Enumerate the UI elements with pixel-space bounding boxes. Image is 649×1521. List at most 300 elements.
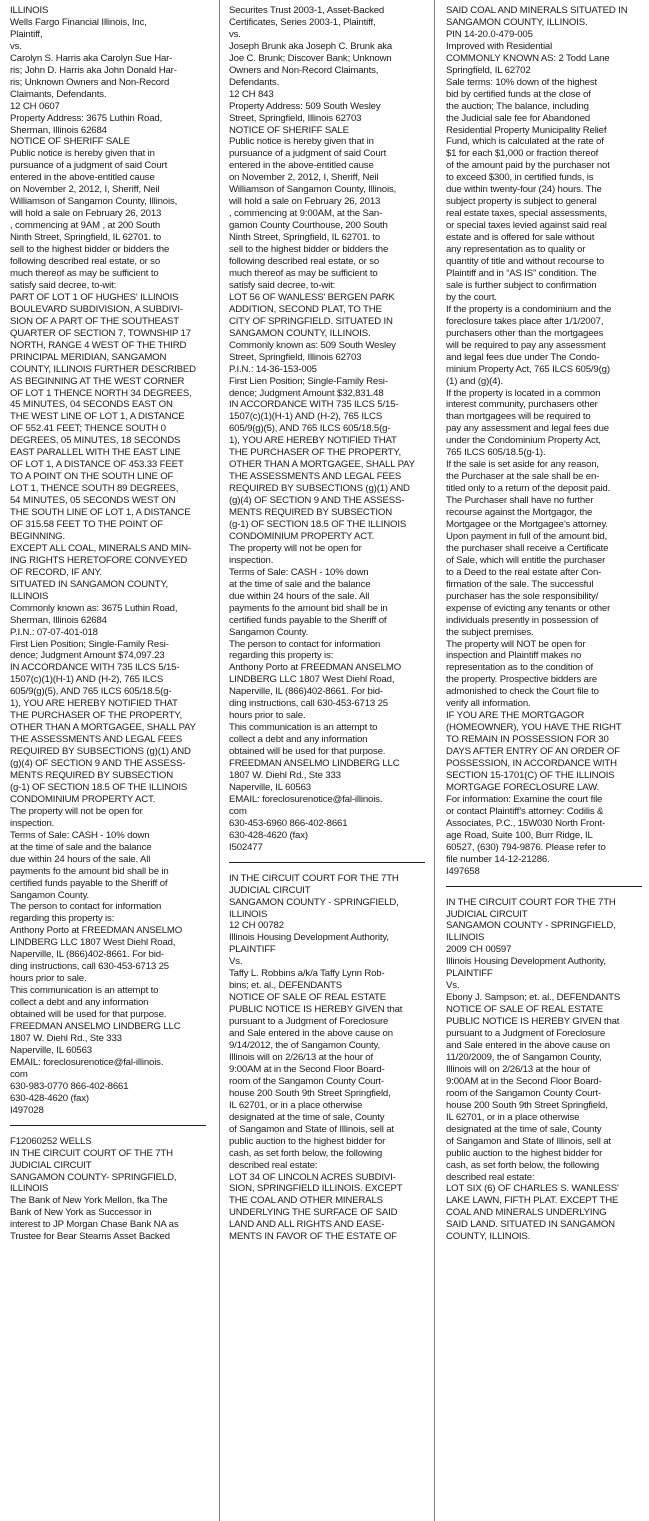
- notice-text-line: Sangamon County.: [229, 626, 309, 638]
- notice-text-line: , commencing at 9:00AM, at the San-: [229, 208, 383, 220]
- notice-text-line: 605/9(g)(5), AND 765 ILCS 605/18.5(g-: [229, 423, 391, 435]
- notice-text-line: Defendants.: [229, 76, 280, 88]
- notice-text-line: 12 CH 843: [229, 88, 274, 100]
- notice-text-line: room of the Sangamon County Court-: [446, 1087, 601, 1099]
- notice-text-line: IN THE CIRCUIT COURT FOR THE 7TH: [229, 872, 399, 884]
- notice-text-line: P.I.N.: 07-07-401-018: [10, 626, 98, 638]
- notice-text-line: OTHER THAN A MORTGAGEE, SHALL PAY: [10, 722, 196, 734]
- notice-text-line: 9:00AM at in the Second Floor Board-: [446, 1075, 602, 1087]
- notice-text-line: LINDBERG LLC 1807 West Diehl Road,: [10, 937, 176, 949]
- notice-text-line: OF LOT 1, A DISTANCE OF 453.33 FEET: [10, 459, 184, 471]
- notice-text-line: IL 62701, or in a place otherwise: [446, 1111, 580, 1123]
- notice-text-line: THE ASSESSMENTS AND LEGAL FEES: [229, 471, 402, 483]
- notice-text-line: LOT 56 OF WANLESS' BERGEN PARK: [229, 291, 395, 303]
- notice-text-line: sell to the highest bidder or bidders the: [229, 244, 389, 256]
- notice-text-line: file number 14-12-21286.: [446, 853, 550, 865]
- notice-text-line: Residential Property Municipality Relief: [446, 124, 607, 136]
- notice-text-line: any representation as to quality or: [446, 244, 586, 256]
- notice-text-line: hours prior to sale.: [10, 973, 87, 985]
- notice-text-line: admonished to check the Court file to: [446, 686, 599, 698]
- notice-text-line: (g-1) OF SECTION 18.5 OF THE ILLINOIS: [10, 781, 188, 793]
- notice-text-line: Illinois will on 2/26/13 at the hour of: [446, 1063, 591, 1075]
- notice-text-line: Certificates, Series 2003-1, Plaintiff,: [229, 16, 376, 28]
- notice-text-line: (1) and (g)(4).: [446, 375, 503, 387]
- notice-text-line: EMAIL: foreclosurenotice@fal-illinois.: [10, 1056, 164, 1068]
- notice-text-line: the Judicial sale fee for Abandoned: [446, 112, 591, 124]
- notice-text-line: individuals presently in possession of: [446, 614, 599, 626]
- notice-text-line: Terms of Sale: CASH - 10% down: [10, 829, 150, 841]
- notice-text-line: estate and is offered for sale without: [446, 232, 595, 244]
- notice-text-line: collect a debt and any information: [10, 997, 149, 1009]
- notice-text-line: 9/14/2012, the of Sangamon County,: [229, 1040, 380, 1052]
- notice-text-line: THE SOUTH LINE OF LOT 1, A DISTANCE: [10, 507, 191, 519]
- notice-text-line: pursuance of a judgment of said Court: [229, 148, 387, 160]
- notice-text-line: SION OF A PART OF THE SOUTHEAST: [10, 315, 179, 327]
- notice-text-line: Williamson of Sangamon County, Illinois,: [229, 184, 397, 196]
- notice-text-line: Sherman, Illinois 62684: [10, 124, 107, 136]
- notice-text-line: SECTION 15-1701(C) OF THE ILLINOIS: [446, 770, 615, 781]
- notice-text-line: of Sangamon and State of Illinois, sell at: [229, 1123, 394, 1135]
- notice-text-line: PIN 14-20.0-479-005: [446, 28, 533, 40]
- notice-text-line: Springfield, IL 62702: [446, 64, 531, 76]
- notice-text-line: JUDICIAL CIRCUIT: [446, 908, 528, 920]
- notice-text-line: Illinois will on 2/26/13 at the hour of: [229, 1051, 374, 1063]
- notice-text-line: THE WEST LINE OF LOT 1, A DISTANCE: [10, 411, 185, 423]
- notice-text-line: 2009 CH 00597: [446, 944, 512, 956]
- notice-text-line: 630-428-4620 (fax): [10, 1092, 89, 1104]
- notice-text-line: I497028: [10, 1104, 44, 1116]
- notice-text-line: 765 ILCS 605/18.5(g-1).: [446, 447, 546, 459]
- notice-text-line: due within 24 hours of the sale. All: [229, 590, 370, 602]
- notice-text-line: NOTICE OF SHERIFF SALE: [10, 136, 130, 148]
- notice-text-line: bins; et. al., DEFENDANTS: [229, 980, 343, 992]
- notice-text-line: will hold a sale on February 26, 2013: [229, 196, 381, 208]
- notice-text-line: JUDICIAL CIRCUIT: [10, 1159, 92, 1171]
- notice-text-line: to a Deed to the real estate after Con-: [446, 566, 602, 578]
- notice-text-line: NOTICE OF SALE OF REAL ESTATE: [446, 1004, 603, 1016]
- notice-text-line: and Sale entered in the above cause on: [229, 1028, 393, 1040]
- notice-text-line: SANGAMON COUNTY - SPRINGFIELD,: [446, 920, 616, 932]
- notice-text-line: Sangamon County.: [10, 889, 90, 901]
- notice-text-line: the subject premises.: [446, 626, 534, 638]
- notice-text-line: First Lien Position; Single-Family Resi-: [229, 375, 388, 387]
- notice-text-line: payments fo the amount bid shall be in: [10, 865, 169, 877]
- notice-text-line: SAID COAL AND MINERALS SITUATED IN: [446, 5, 628, 16]
- notice-text-line: recourse against the Mortgagor, the: [446, 507, 593, 519]
- notice-text-line: ILLINOIS: [446, 932, 485, 944]
- notice-text-line: Ninth Street, Springfield, IL 62701. to: [229, 232, 381, 244]
- notice-text-line: Sherman, Illinois 62684: [10, 614, 107, 626]
- notice-text-line: com: [229, 805, 247, 817]
- notice-text-line: foreclosure takes place after 1/1/2007,: [446, 315, 604, 327]
- notice-text-line: Joe C. Brunk; Discover Bank; Unknown: [229, 52, 392, 64]
- notice-text-line: Carolyn S. Harris aka Carolyn Sue Har-: [10, 52, 173, 64]
- notice-text-line: (g)(4) OF SECTION 9 AND THE ASSESS-: [10, 758, 186, 770]
- notice-text-line: SANGAMON COUNTY, ILLINOIS.: [229, 327, 371, 339]
- notice-text-line: QUARTER OF SECTION 7, TOWNSHIP 17: [10, 327, 191, 339]
- notice-text-line: Securites Trust 2003-1, Asset-Backed: [229, 5, 385, 16]
- notice-text-line: The property will NOT be open for: [446, 638, 586, 650]
- notice-separator-rule: [229, 862, 425, 863]
- notice-text-line: COUNTY, ILLINOIS FURTHER DESCRIBED: [10, 363, 196, 375]
- notice-text-line: certified funds payable to the Sheriff of: [229, 614, 387, 626]
- notice-text-line: LINDBERG LLC 1807 West Diehl Road,: [229, 674, 395, 686]
- notice-text-line: 1507(c)(1)(H-1) AND (H-2), 765 ILCS: [10, 674, 164, 686]
- notice-text-line: at the time of sale and the balance: [229, 578, 371, 590]
- notice-text-line: LOT 1, THENCE SOUTH 89 DEGREES,: [10, 483, 179, 495]
- notice-text-line: payments fo the amount bid shall be in: [229, 602, 388, 614]
- notice-text-line: the Purchaser at the sale shall be en-: [446, 471, 600, 483]
- notice-text-line: or special taxes levied against said real: [446, 220, 607, 232]
- notice-text-line: POSSESSION, IN ACCORDANCE WITH: [446, 758, 617, 770]
- notice-text-line: 605/9(g)(5), AND 765 ILCS 605/18.5(g-: [10, 686, 172, 698]
- notice-text-line: NOTICE OF SHERIFF SALE: [229, 124, 349, 136]
- legal-notice: [446, 5, 649, 878]
- notice-text-line: DEGREES, 05 MINUTES, 18 SECONDS: [10, 435, 181, 447]
- notice-text-line: 1), YOU ARE HEREBY NOTIFIED THAT: [10, 698, 178, 710]
- notice-text-line: THE COAL AND OTHER MINERALS: [229, 1195, 383, 1207]
- notice-text-line: Commonly known as: 3675 Luthin Road,: [10, 602, 178, 614]
- notice-text-line: 630-453-6960 866-402-8661: [229, 817, 348, 829]
- notice-text-line: vs.: [229, 28, 241, 40]
- notice-text-line: SAID LAND. SITUATED IN SANGAMON: [446, 1219, 615, 1231]
- notice-text-line: SION, SPRINGFIELD ILLINOIS. EXCEPT: [229, 1183, 403, 1195]
- notice-text-line: Anthony Porto at FREEDMAN ANSELMO: [10, 925, 183, 937]
- notice-text-line: FREEDMAN ANSELMO LINDBERG LLC: [10, 1021, 181, 1033]
- notice-text-line: FREEDMAN ANSELMO LINDBERG LLC: [229, 758, 400, 770]
- notice-text-line: CONDOMINIUM PROPERTY ACT.: [229, 530, 375, 542]
- notice-text-line: verify all information.: [446, 698, 531, 710]
- notice-text-line: on November 2, 2012, I, Sheriff, Neil: [229, 172, 379, 184]
- notice-text-line: of the amount paid by the purchaser not: [446, 160, 610, 172]
- notice-text-line: Anthony Porto at FREEDMAN ANSELMO: [229, 662, 402, 674]
- notice-text-line: following described real estate, or so: [10, 256, 161, 268]
- notice-text-line: ding instructions, call 630-453-6713 25: [229, 698, 388, 710]
- notice-text-line: Naperville, IL (866)402-8661. For bid-: [10, 949, 164, 961]
- notice-text-line: obtained will be used for that purpose.: [10, 1009, 167, 1021]
- notice-text-line: NORTH, RANGE 4 WEST OF THE THIRD: [10, 339, 187, 351]
- notice-text-line: Street, Springfield, Illinois 62703: [229, 112, 362, 124]
- notice-text-line: OTHER THAN A MORTGAGEE, SHALL PAY: [229, 459, 415, 471]
- notice-text-line: and Sale entered in the above cause on: [446, 1040, 610, 1052]
- notice-text-line: I502477: [229, 841, 263, 853]
- notice-text-line: subject property is subject to general: [446, 196, 597, 208]
- notice-text-line: dence; Judgment Amount $74,097.23: [10, 650, 165, 662]
- notice-text-line: The property will not be open for: [10, 805, 143, 817]
- notice-text-line: LOT 34 OF LINCOLN ACRES SUBDIVI-: [229, 1171, 396, 1183]
- notice-text-line: representation as to the condition of: [446, 662, 593, 674]
- notice-text-line: public auction to the highest bidder for: [446, 1147, 603, 1159]
- notice-text-line: The person to contact for information: [229, 638, 381, 650]
- notice-text-line: cash, as set forth below, the following: [446, 1159, 600, 1171]
- notice-text-line: Joseph Brunk aka Joseph C. Brunk aka: [229, 40, 393, 52]
- notice-text-line: OF RECORD, IF ANY.: [10, 566, 103, 578]
- notice-text-line: TO A POINT ON THE SOUTH LINE OF: [10, 471, 174, 483]
- notice-text-line: the auction; The balance, including: [446, 100, 589, 112]
- notice-text-line: sell to the highest bidder or bidders the: [10, 244, 170, 256]
- notice-text-line: $1 for each $1,000 or fraction thereof: [446, 148, 599, 160]
- notice-text-line: Street, Springfield, Illinois 62703: [229, 351, 362, 363]
- notice-text-line: Associates, P.C., 15W030 North Front-: [446, 817, 606, 829]
- notice-text-line: IL 62701, or in a place otherwise: [229, 1099, 363, 1111]
- notice-text-line: interest to JP Morgan Chase Bank NA as: [10, 1219, 179, 1231]
- notice-text-line: regarding this property is:: [10, 913, 115, 925]
- notice-text-line: PLAINTIFF: [229, 944, 276, 956]
- legal-notice: [10, 1136, 216, 1244]
- notice-text-line: (HOMEOWNER), YOU HAVE THE RIGHT: [446, 722, 622, 734]
- notice-text-line: ING RIGHTS HERETOFORE CONVEYED: [10, 554, 188, 566]
- notice-text-line: P.I.N.: 14-36-153-005: [229, 363, 317, 375]
- notice-text-line: of Sale, which will entitle the purchaser: [446, 554, 606, 566]
- notice-text-line: designated at the time of sale, County: [229, 1111, 385, 1123]
- notice-text-line: For information: Examine the court file: [446, 793, 603, 805]
- notice-text-line: on November 2, 2012, I, Sheriff, Neil: [10, 184, 160, 196]
- notice-text-line: and legal fees due under The Condo-: [446, 351, 600, 363]
- notice-text-line: inspection.: [229, 554, 274, 566]
- notice-text-line: than mortgagees will be required to: [446, 411, 591, 423]
- notice-text-line: designated at the time of sale, County: [446, 1123, 602, 1135]
- notice-text-line: If the property is located in a common: [446, 387, 601, 399]
- notice-text-line: PUBLIC NOTICE IS HEREBY GIVEN that: [229, 1004, 403, 1016]
- notice-text-line: expense of evicting any tenants or other: [446, 602, 611, 614]
- notice-text-line: BEGINNING.: [10, 530, 66, 542]
- notice-text-line: satisfy said decree, to-wit:: [10, 279, 117, 291]
- notice-text-line: much thereof as may be sufficient to: [10, 267, 159, 279]
- notice-text-line: F12060252 WELLS: [10, 1135, 92, 1147]
- notice-text-line: ILLINOIS: [10, 5, 49, 16]
- notice-text-line: IN ACCORDANCE WITH 735 ILCS 5/15-: [229, 399, 399, 411]
- notice-text-line: inspection.: [10, 817, 55, 829]
- notice-text-line: Bank of New York as Successor in: [10, 1207, 152, 1219]
- notice-text-line: of Sangamon and State of Illinois, sell at: [446, 1135, 611, 1147]
- notice-text-line: described real estate:: [229, 1159, 318, 1171]
- notice-text-line: Taffy L. Robbins a/k/a Taffy Lynn Rob-: [229, 968, 385, 980]
- notice-text-line: the purchaser shall receive a Certificate: [446, 542, 609, 554]
- notice-text-line: This communication is an attempt to: [229, 722, 378, 734]
- notice-text-line: PRINCIPAL MERIDIAN, SANGAMON: [10, 351, 167, 363]
- notice-text-line: 630-983-0770 866-402-8661: [10, 1080, 129, 1092]
- notice-text-line: The person to contact for information: [10, 901, 162, 913]
- notice-text-line: the property. Prospective bidders are: [446, 674, 598, 686]
- notice-text-line: MENTS REQUIRED BY SUBSECTION: [229, 507, 393, 519]
- notice-text-line: DAYS AFTER ENTRY OF AN ORDER OF: [446, 746, 620, 758]
- legal-notice: [10, 5, 216, 1117]
- notice-text-line: minium Property Act, 765 ILCS 605/9(g): [446, 363, 610, 375]
- notice-text-line: Naperville, IL 60563: [229, 781, 311, 793]
- notice-text-line: pursuant to a Judgment of Foreclosure: [446, 1028, 606, 1040]
- notice-text-line: pursuant to a Judgment of Foreclosure: [229, 1016, 389, 1028]
- notice-text-line: will be required to pay any assessment: [446, 339, 606, 351]
- notice-text-line: interest community, purchasers other: [446, 399, 598, 411]
- notice-text-line: The Bank of New York Mellon, fka The: [10, 1195, 168, 1207]
- notice-text-line: Terms of Sale: CASH - 10% down: [229, 566, 369, 578]
- notice-text-line: Vs.: [446, 980, 460, 992]
- notice-text-line: age Road, Suite 100, Burr Ridge, IL: [446, 829, 593, 841]
- notice-text-line: , commencing at 9AM , at 200 South: [10, 220, 161, 232]
- notice-text-line: SANGAMON COUNTY, ILLINOIS.: [446, 16, 588, 28]
- notice-text-line: to exceed $300, in certified funds, is: [446, 172, 594, 184]
- notice-text-line: EAST PARALLEL WITH THE EAST LINE: [10, 447, 181, 459]
- notice-text-line: REQUIRED BY SUBSECTIONS (g)(1) AND: [10, 746, 191, 758]
- notice-text-line: 630-428-4620 (fax): [229, 829, 308, 841]
- notice-text-line: IN THE CIRCUIT COURT FOR THE 7TH: [446, 896, 616, 908]
- notice-text-line: Mortgagee or the Mortgagee’s attorney.: [446, 518, 608, 530]
- notice-text-line: entered in the above-entitled cause: [10, 172, 155, 184]
- notice-text-line: real estate taxes, special assessments,: [446, 208, 608, 220]
- notice-text-line: vs.: [10, 40, 22, 52]
- notice-text-line: 1), YOU ARE HEREBY NOTIFIED THAT: [229, 435, 397, 447]
- notice-separator-rule: [10, 1125, 206, 1126]
- notice-text-line: Ebony J. Sampson; et. al., DEFENDANTS: [446, 992, 621, 1004]
- notice-text-line: Trustee for Bear Stearns Asset Backed: [10, 1231, 170, 1243]
- notice-text-line: MORTGAGE FORECLOSURE LAW.: [446, 781, 599, 793]
- notice-text-line: THE PURCHASER OF THE PROPERTY,: [229, 447, 401, 459]
- notice-text-line: NOTICE OF SALE OF REAL ESTATE: [229, 992, 386, 1004]
- notice-text-line: by the court.: [446, 291, 497, 303]
- notice-text-line: much thereof as may be sufficient to: [229, 267, 378, 279]
- notice-text-line: 1807 W. Diehl Rd., Ste 333: [10, 1032, 122, 1044]
- notice-text-line: CITY OF SPRINGFIELD. SITUATED IN: [229, 315, 393, 327]
- notice-text-line: at the time of sale and the balance: [10, 841, 152, 853]
- notice-text-line: Plaintiff,: [10, 28, 43, 40]
- notice-text-line: PLAINTIFF: [446, 968, 493, 980]
- notice-text-line: regarding this property is:: [229, 650, 334, 662]
- notice-text-line: JUDICIAL CIRCUIT: [229, 884, 311, 896]
- notice-text-line: 1807 W. Diehl Rd., Ste 333: [229, 770, 341, 781]
- notice-text-line: under the Condominium Property Act,: [446, 435, 601, 447]
- notice-text-line: ILLINOIS: [229, 908, 268, 920]
- notice-text-line: Upon payment in full of the amount bid,: [446, 530, 608, 542]
- notice-text-line: 54 MINUTES, 05 SECONDS WEST ON: [10, 495, 176, 507]
- notice-text-line: LAKE LAWN, FIFTH PLAT. EXCEPT THE: [446, 1195, 619, 1207]
- notice-text-line: If the sale is set aside for any reason,: [446, 459, 599, 471]
- notice-text-line: This communication is an attempt to: [10, 985, 159, 997]
- notice-text-line: cash, as set forth below, the following: [229, 1147, 383, 1159]
- notice-text-line: firmation of the sale. The successful: [446, 578, 594, 590]
- notice-text-line: ILLINOIS: [10, 590, 49, 602]
- notice-text-line: or contact Plaintiff’s attorney: Codilis &: [446, 805, 604, 817]
- notice-text-line: hours prior to sale.: [229, 710, 306, 722]
- notice-text-line: If the property is a condominium and the: [446, 303, 612, 315]
- column-divider: [219, 0, 220, 1521]
- notice-text-line: titled only to a return of the deposit paid.: [446, 483, 611, 495]
- notice-text-line: CONDOMINIUM PROPERTY ACT.: [10, 793, 156, 805]
- notice-text-line: following described real estate, or so: [229, 256, 380, 268]
- notice-text-line: SANGAMON COUNTY- SPRINGFIELD,: [10, 1171, 177, 1183]
- notice-text-line: Property Address: 3675 Luthin Road,: [10, 112, 163, 124]
- notice-text-line: The Purchaser shall have no further: [446, 495, 594, 507]
- notice-text-line: 11/20/2009, the of Sangamon County,: [446, 1051, 602, 1063]
- notice-text-line: collect a debt and any information: [229, 734, 368, 746]
- notice-text-line: 45 MINUTES, 04 SECONDS EAST ON: [10, 399, 173, 411]
- notice-text-line: 1507(c)(1)(H-1) AND (H-2), 765 ILCS: [229, 411, 383, 423]
- notice-text-line: house 200 South 9th Street Springfield,: [229, 1087, 391, 1099]
- notice-text-line: described real estate:: [446, 1171, 535, 1183]
- notice-text-line: MENTS IN FAVOR OF THE ESTATE OF: [229, 1231, 397, 1243]
- notice-text-line: UNDERLYING THE SURFACE OF SAID: [229, 1207, 398, 1219]
- notice-text-line: will hold a sale on February 26, 2013: [10, 208, 162, 220]
- notice-text-line: due within twenty-four (24) hours. The: [446, 184, 602, 196]
- notice-text-line: Fund, which is calculated at the rate of: [446, 136, 604, 148]
- notice-text-line: Claimants, Defendants.: [10, 88, 107, 100]
- notice-text-line: EMAIL: foreclosurenotice@fal-illinois.: [229, 793, 383, 805]
- notice-text-line: IF YOU ARE THE MORTGAGOR: [446, 710, 585, 722]
- legal-notice: [229, 5, 435, 854]
- notice-text-line: ADDITION, SECOND PLAT, TO THE: [229, 303, 382, 315]
- notice-text-line: Illinois Housing Development Authority,: [446, 956, 606, 968]
- notice-text-line: COUNTY, ILLINOIS.: [446, 1231, 531, 1243]
- notice-text-line: com: [10, 1068, 28, 1080]
- notice-text-line: (g-1) OF SECTION 18.5 OF THE ILLINOIS: [229, 518, 407, 530]
- notice-text-line: IN ACCORDANCE WITH 735 ILCS 5/15-: [10, 662, 180, 674]
- notice-text-line: certified funds payable to the Sheriff of: [10, 877, 168, 889]
- notice-text-line: I497658: [446, 865, 480, 877]
- notice-text-line: LAND AND ALL RIGHTS AND EASE-: [229, 1219, 385, 1231]
- notice-text-line: OF 315.58 FEET TO THE POINT OF: [10, 518, 163, 530]
- notice-text-line: Owners and Non-Record Claimants,: [229, 64, 379, 76]
- notice-text-line: dence; Judgment Amount $32,831.48: [229, 387, 384, 399]
- notice-column-1: [10, 5, 216, 1517]
- notice-text-line: THE ASSESSMENTS AND LEGAL FEES: [10, 734, 183, 746]
- notice-text-line: 12 CH 00782: [229, 920, 284, 932]
- notice-text-line: gamon County Courthouse, 200 South: [229, 220, 388, 232]
- legal-notice: [229, 873, 435, 1244]
- notice-column-2: [229, 5, 435, 1517]
- notice-text-line: Plaintiff and in “AS IS” condition. The: [446, 267, 597, 279]
- notice-text-line: quantity of title and without recourse to: [446, 256, 605, 268]
- notice-text-line: 9:00AM at in the Second Floor Board-: [229, 1063, 385, 1075]
- notice-text-line: house 200 South 9th Street Springfield,: [446, 1099, 608, 1111]
- notice-text-line: Public notice is hereby given that in: [229, 136, 374, 148]
- notice-text-line: 60527, (630) 794-9876. Please refer to: [446, 841, 606, 853]
- notice-text-line: SITUATED IN SANGAMON COUNTY,: [10, 578, 169, 590]
- notice-text-line: ding instructions, call 630-453-6713 25: [10, 961, 169, 973]
- notice-text-line: purchasers other than the mortgagees: [446, 327, 604, 339]
- notice-separator-rule: [446, 886, 642, 887]
- notice-text-line: PUBLIC NOTICE IS HEREBY GIVEN that: [446, 1016, 620, 1028]
- notice-text-line: Vs.: [229, 956, 243, 968]
- notice-text-line: (g)(4) OF SECTION 9 AND THE ASSESS-: [229, 495, 405, 507]
- notice-text-line: Illinois Housing Development Authority,: [229, 932, 389, 944]
- notice-text-line: OF 552.41 FEET; THENCE SOUTH 0: [10, 423, 166, 435]
- notice-text-line: LOT SIX (6) OF CHARLES S. WANLESS': [446, 1183, 619, 1195]
- notice-text-line: Ninth Street, Springfield, IL 62701. to: [10, 232, 162, 244]
- notice-text-line: inspection and Plaintiff makes no: [446, 650, 582, 662]
- notice-text-line: Property Address: 509 South Wesley: [229, 100, 381, 112]
- notice-text-line: ILLINOIS: [10, 1183, 49, 1195]
- notice-text-line: Wells Fargo Financial Illinois, Inc,: [10, 16, 147, 28]
- notice-text-line: PART OF LOT 1 OF HUGHES' ILLINOIS: [10, 291, 179, 303]
- notice-text-line: sale is further subject to confirmation: [446, 279, 597, 291]
- notice-text-line: 12 CH 0607: [10, 100, 60, 112]
- notice-text-line: COAL AND MINERALS UNDERLYING: [446, 1207, 607, 1219]
- legal-notice: [446, 897, 649, 1244]
- notice-text-line: room of the Sangamon County Court-: [229, 1075, 384, 1087]
- notice-text-line: Improved with Residential: [446, 40, 553, 52]
- notice-text-line: THE PURCHASER OF THE PROPERTY,: [10, 710, 182, 722]
- notice-text-line: EXCEPT ALL COAL, MINERALS AND MIN-: [10, 542, 191, 554]
- notice-text-line: MENTS REQUIRED BY SUBSECTION: [10, 770, 174, 781]
- notice-text-line: ris; Unknown Owners and Non-Record: [10, 76, 170, 88]
- notice-text-line: Public notice is hereby given that in: [10, 148, 155, 160]
- notice-text-line: satisfy said decree, to-wit:: [229, 279, 336, 291]
- notice-text-line: First Lien Position; Single-Family Resi-: [10, 638, 169, 650]
- notice-text-line: Commonly known as: 509 South Wesley: [229, 339, 396, 351]
- notice-text-line: bid by certified funds at the close of: [446, 88, 591, 100]
- notice-text-line: public auction to the highest bidder for: [229, 1135, 386, 1147]
- notice-text-line: COMMONLY KNOWN AS: 2 Todd Lane: [446, 52, 610, 64]
- notice-text-line: AS BEGINNING AT THE WEST CORNER: [10, 375, 185, 387]
